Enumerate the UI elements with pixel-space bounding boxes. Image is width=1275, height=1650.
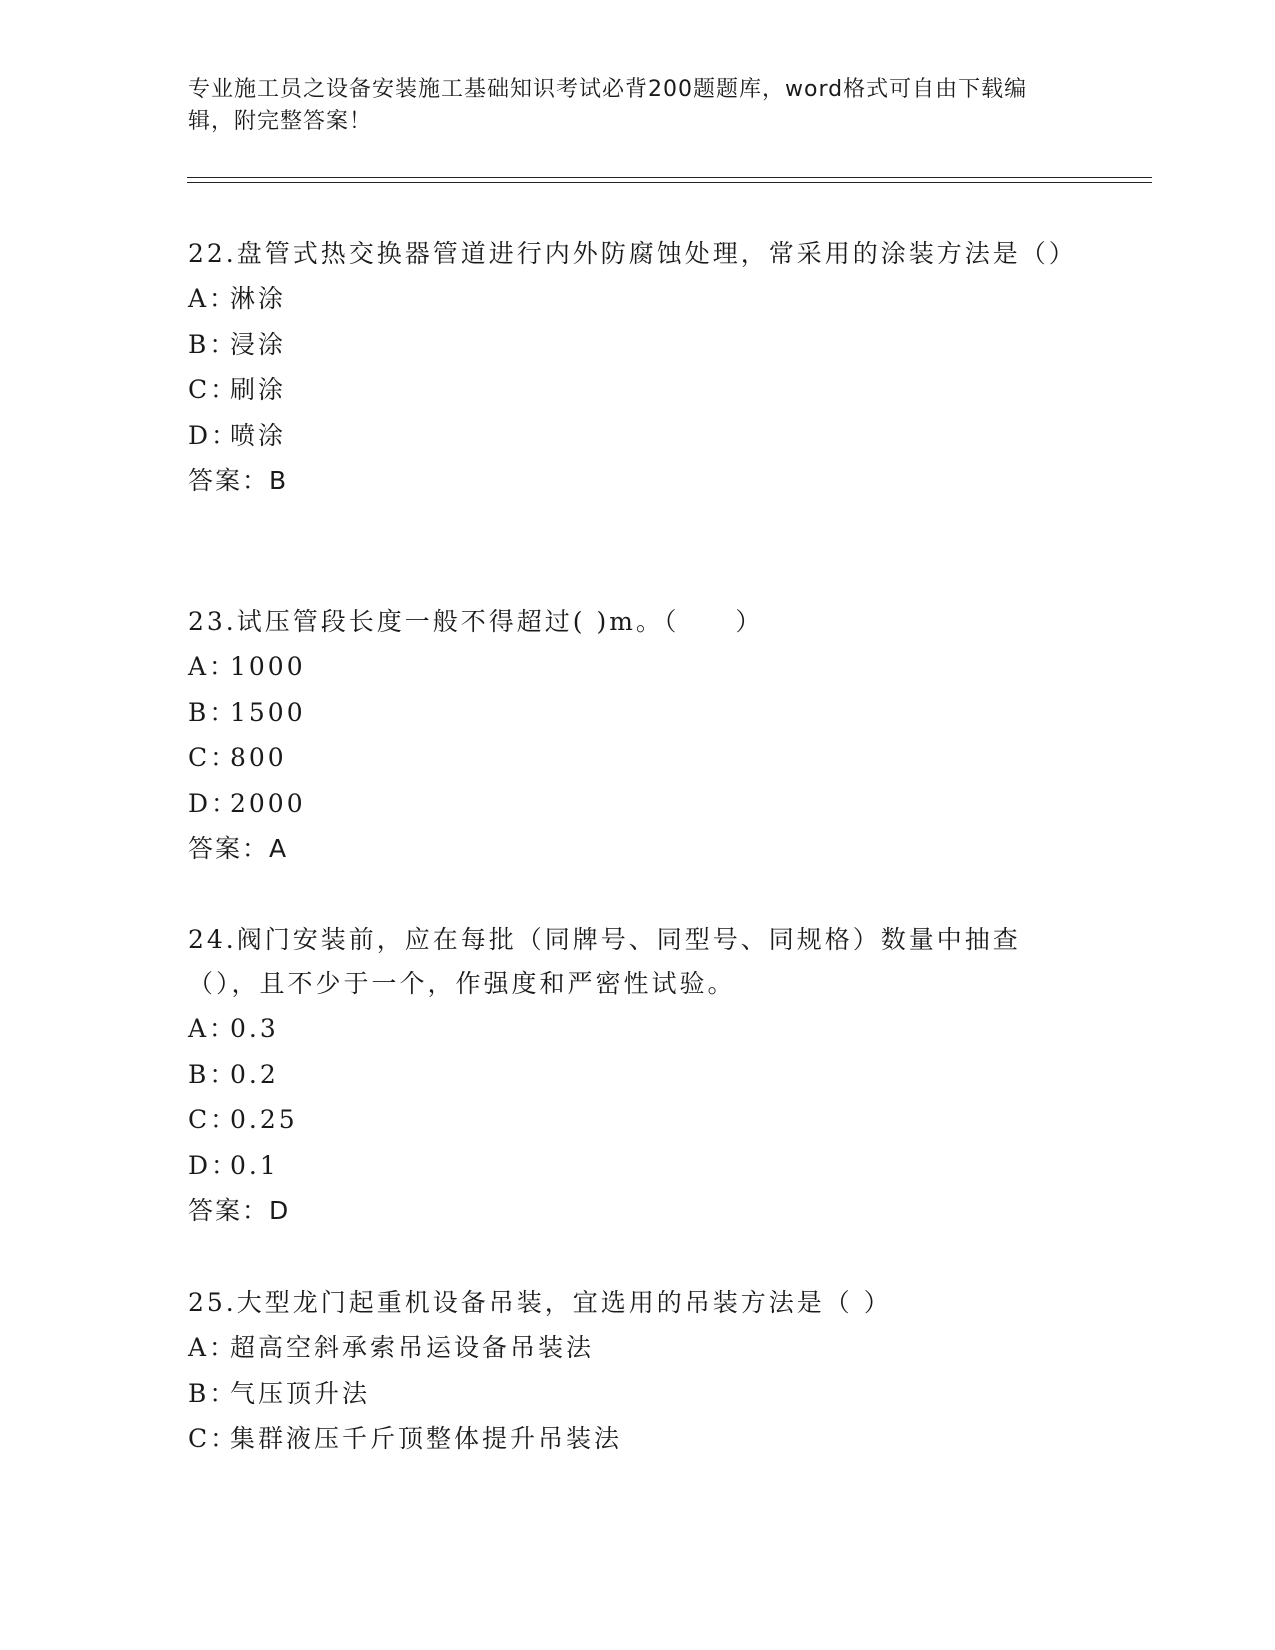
header-divider-bottom bbox=[187, 182, 1152, 183]
option-key: B： bbox=[188, 1378, 238, 1408]
option-text: 喷涂 bbox=[230, 420, 287, 450]
option-c bbox=[188, 735, 1088, 781]
answer-label: 答案： bbox=[188, 834, 270, 863]
option-key: A： bbox=[188, 1333, 238, 1362]
option-key: A： bbox=[188, 284, 238, 313]
option-c bbox=[188, 367, 1088, 413]
option-text: 0.25 bbox=[230, 1105, 298, 1134]
option-key: C： bbox=[188, 375, 239, 404]
question-text: 23.试压管段长度一般不得超过( )m。（ ） bbox=[188, 607, 764, 636]
option-key: D： bbox=[188, 1150, 240, 1180]
question-text: 22.盘管式热交换器管道进行内外防腐蚀处理，常采用的涂装方法是（） bbox=[188, 239, 1077, 268]
option-key: D： bbox=[188, 788, 240, 818]
answer-value: B bbox=[269, 466, 289, 495]
document-header: 专业施工员之设备安装施工基础知识考试必背200题题库，word格式可自由下载编辑，附完整答案！ bbox=[188, 77, 1028, 134]
option-text: 气压顶升法 bbox=[230, 1378, 371, 1408]
answer-line bbox=[188, 458, 1088, 504]
question-24 bbox=[188, 918, 1088, 1234]
option-text: 1500 bbox=[230, 697, 306, 727]
answer-line bbox=[188, 1188, 1088, 1234]
option-a bbox=[188, 276, 1088, 322]
answer-line bbox=[188, 826, 1088, 872]
option-key: A： bbox=[188, 1014, 238, 1043]
option-text: 0.3 bbox=[230, 1014, 279, 1043]
question-25 bbox=[188, 1281, 1088, 1462]
option-text: 超高空斜承索吊运设备吊装法 bbox=[230, 1333, 595, 1362]
question-text: 24.阀门安装前，应在每批（同牌号、同型号、同规格）数量中抽查（），且不少于一个，作强度和严密性试验。 bbox=[188, 925, 1021, 998]
question-text: 25.大型龙门起重机设备吊装，宜选用的吊装方法是（ ） bbox=[188, 1288, 892, 1317]
option-text: 2000 bbox=[230, 788, 306, 818]
option-text: 淋涂 bbox=[230, 284, 287, 313]
option-d bbox=[188, 1143, 1088, 1189]
option-d bbox=[188, 413, 1088, 459]
option-key: B： bbox=[188, 1059, 238, 1089]
option-text: 0.1 bbox=[230, 1150, 279, 1180]
option-key: C： bbox=[188, 1105, 239, 1134]
option-c bbox=[188, 1097, 1088, 1143]
option-a bbox=[188, 644, 1088, 690]
option-a bbox=[188, 1325, 1088, 1371]
option-text: 刷涂 bbox=[230, 375, 287, 404]
answer-label: 答案： bbox=[188, 1196, 270, 1225]
option-text: 0.2 bbox=[230, 1059, 279, 1089]
option-text: 浸涂 bbox=[230, 329, 287, 359]
option-text: 集群液压千斤顶整体提升吊装法 bbox=[230, 1424, 623, 1453]
header-divider-top bbox=[187, 177, 1152, 178]
option-key: B： bbox=[188, 697, 238, 727]
question-23 bbox=[188, 600, 1088, 872]
option-key: B： bbox=[188, 329, 238, 359]
answer-value: A bbox=[269, 834, 289, 863]
option-b bbox=[188, 690, 1088, 736]
option-d bbox=[188, 781, 1088, 827]
option-b bbox=[188, 322, 1088, 368]
option-key: C： bbox=[188, 1424, 239, 1453]
option-b bbox=[188, 1052, 1088, 1098]
option-text: 1000 bbox=[230, 652, 306, 681]
option-a bbox=[188, 1006, 1088, 1052]
option-c bbox=[188, 1416, 1088, 1462]
answer-label: 答案： bbox=[188, 466, 270, 495]
option-key: D： bbox=[188, 420, 240, 450]
option-key: A： bbox=[188, 652, 238, 681]
option-text: 800 bbox=[230, 743, 287, 772]
question-22 bbox=[188, 232, 1088, 504]
answer-value: D bbox=[269, 1196, 291, 1225]
option-key: C： bbox=[188, 743, 239, 772]
option-b bbox=[188, 1371, 1088, 1417]
